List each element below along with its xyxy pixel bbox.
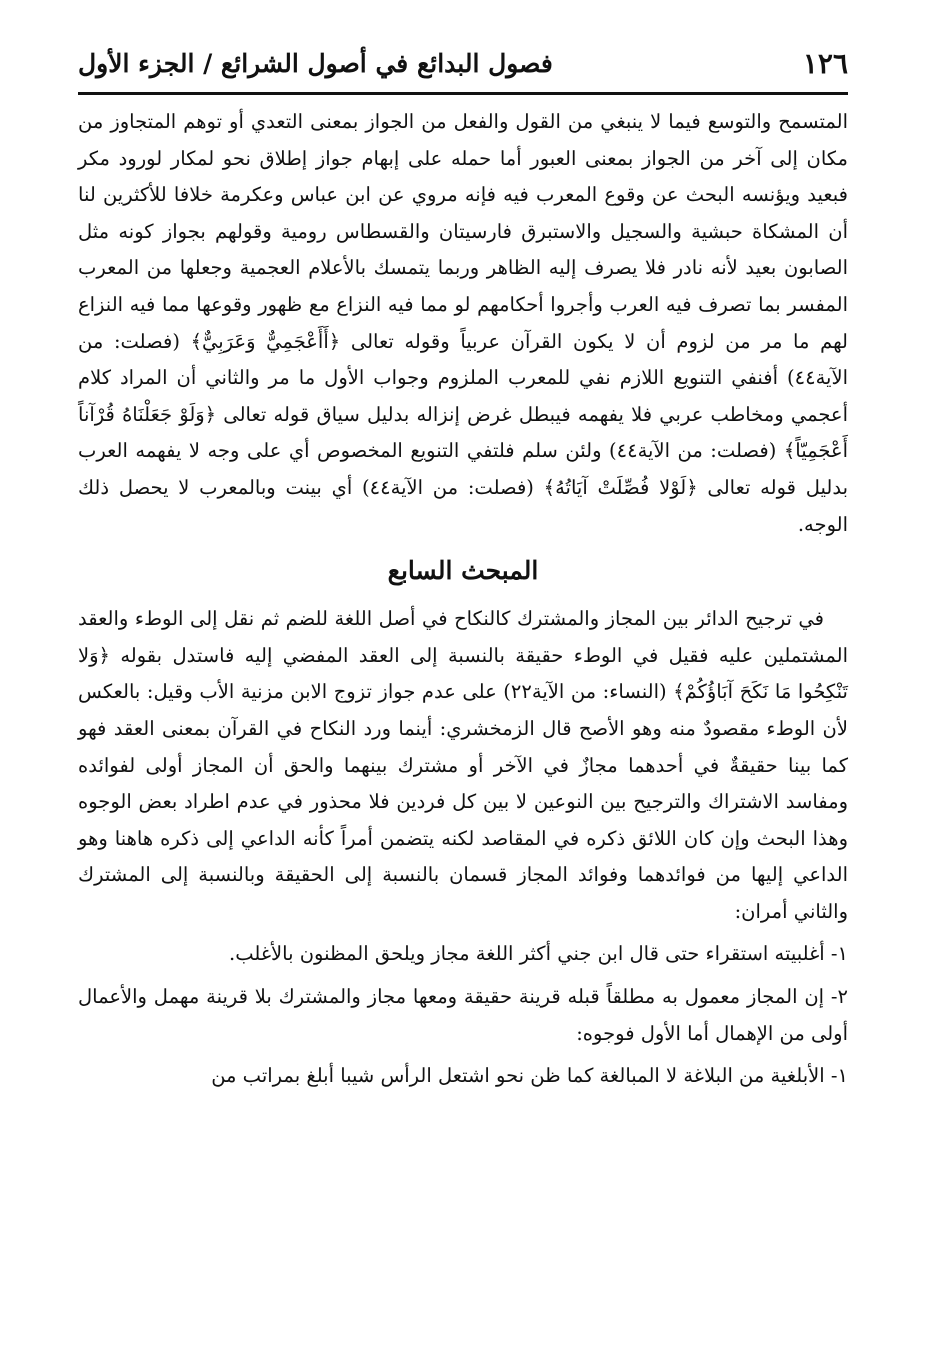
section-heading: المبحث السابع [387, 556, 539, 586]
page-number: ١٢٦ [802, 47, 848, 80]
paragraph-1: المتسمح والتوسع فيما لا ينبغي من القول والفعل من الجواز بمعنى التعدي أو توهم المتجاوز من مكان إلى آخر من الجواز بمعنى العبور أما حمله على إبهام جواز إطلاق نحو لمكار لورود مكر فبعيد ويؤنسه البحث عن وقوع المعرب فيه فإنه مروي عن ابن عباس وعكرمة خلافا للأكثرين لنا أن المشكاة حبشية والسجيل والاستبرق فارسيتان والقسطاس رومية وقولهم بجواز كونه مثل الصابون بعيد لأنه نادر فلا يصرف إليه الظاهر وربما يتمسك بالأعلام العجمية وجعلها من المعرب المفسر بما تصرف فيه العرب وأجروا أحكامهم لو مما فيه النزاع مع ظهور وقوعها مما فيه النزاع لهم ما مر من لزوم أن لا يكون القرآن عربياً وقوله تعالى ﴿أَأَعْجَمِيٌّ وَعَرَبِيٌّ﴾ (فصلت: من الآية٤٤) أفنفي التنويع اللازم نفي للمعرب الملزوم وجواب الأول ما مر والثاني أن المراد كلام أعجمي ومخاطب عربي فلا يفهمه فيبطل غرض إنزاله بدليل سياق قوله تعالى ﴿وَلَوْ جَعَلْنَاهُ قُرْآناً أَعْجَمِيّاً﴾ (فصلت: من الآية٤٤) ولئن سلم فلتفي التنويع المخصوص أي على وجه لا يفهمه العرب بدليل قوله تعالى ﴿لَوْلا فُصِّلَتْ آيَاتُهُ﴾ (فصلت: من الآية٤٤) أي بينت وبالمعرب لا يحصل ذلك الوجه. [78, 110, 848, 536]
page-header [78, 42, 848, 90]
list-item-3: ١- الأبلغية من البلاغة لا المبالغة كما ظن نحو اشتعل الرأس شيبا أبلغ بمراتب من [211, 1064, 848, 1088]
list-item-2: ٢- إن المجاز معمول به مطلقاً قبله قرينة حقيقة ومعها مجاز والمشترك بلا قرينة مهمل والأعمال أولى من الإهمال أما الأول فوجوه: [78, 985, 848, 1045]
list-item-1: ١- أغلبيته استقراء حتى قال ابن جني أكثر اللغة مجاز ويلحق المظنون بالأغلب. [229, 942, 848, 966]
running-title: فصول البدائع في أصول الشرائع / الجزء الأول [78, 49, 553, 78]
page-body [78, 104, 848, 1095]
paragraph-2: في ترجيح الدائر بين المجاز والمشترك كالنكاح في أصل اللغة للضم ثم نقل إلى الوطء والعقد المشتملين عليه فقيل في الوطء حقيقة بالنسبة إلى العقد المفضي إليه فاستدل بقوله ﴿وَلا تَنْكِحُوا مَا نَكَحَ آبَاؤُكُمْ﴾ (النساء: من الآية٢٢) على عدم جواز تزوج الابن مزنية الأب وقيل: بالعكس لأن الوطء مقصودٌ منه وهو الأصح قال الزمخشري: أينما ورد النكاح في القرآن بمعنى العقد فهو كما بينا حقيقةٌ في أحدهما مجازٌ في الآخر أو مشترك بينهما والحق أن المجاز أولى لفوائده ومفاسد الاشتراك والترجيح بين النوعين لا بين كل فردين فلا محذور في عدم اطراد بعض الوجوه وهذا البحث وإن كان اللائق ذكره في المقاصد لكنه يتضمن أمراً كأنه الداعي إلى ذكره هاهنا وهو الداعي إليها من فوائدهما وفوائد المجاز قسمان بالنسبة إلى الحقيقة وبالنسبة إلى المشترك والثاني أمران: [78, 607, 848, 923]
header-divider [78, 92, 848, 95]
